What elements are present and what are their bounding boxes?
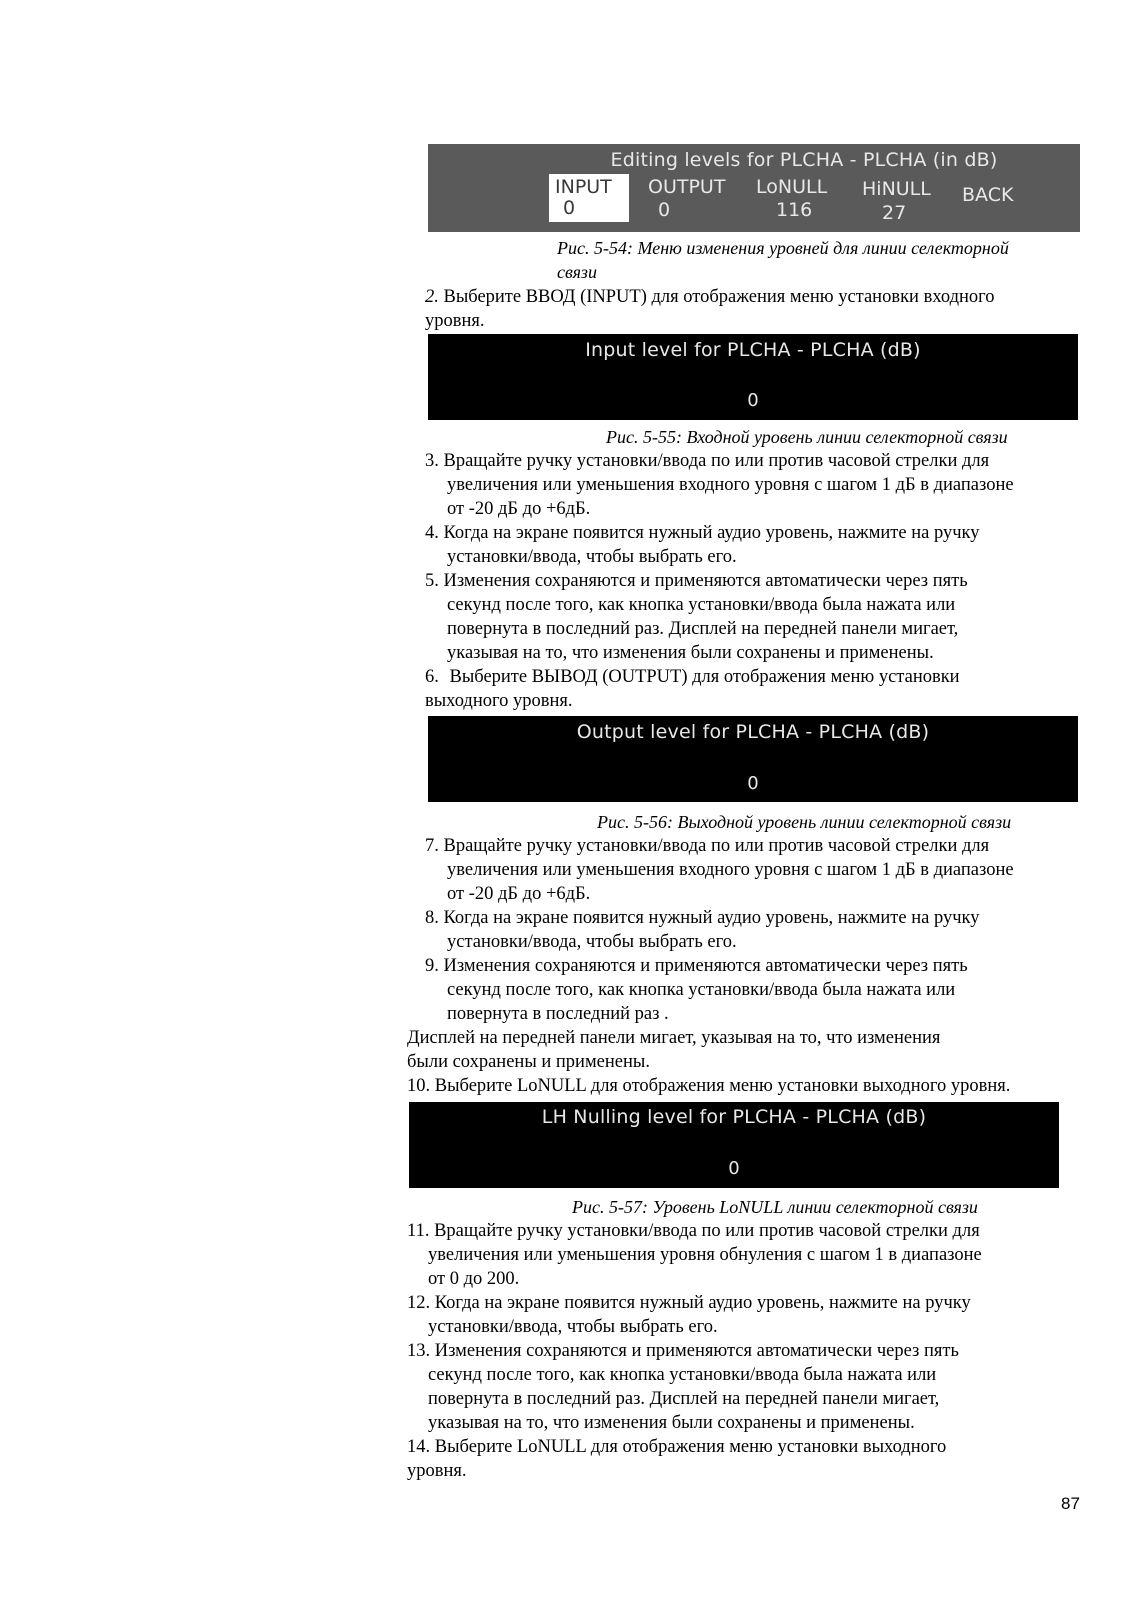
step-text: Вращайте ручку установки/ввода по или против часовой стрелки для (443, 451, 990, 471)
step-text: уровня. (425, 311, 485, 331)
step-text: Вращайте ручку установки/ввода по или против часовой стрелки для (434, 1221, 980, 1241)
step-item (425, 906, 980, 930)
screen-title: Output level for PLCHA - PLCHA (dB) (576, 721, 930, 743)
menu-item-value: 0 (658, 199, 671, 221)
step-text: указывая на то, что изменения были сохранены и применены. (447, 643, 934, 663)
step-text: Выберите ВЫВОД (OUTPUT) для отображения меню установки (449, 667, 960, 687)
step-text: Выберите LoNULL для отображения меню установки выходного (434, 1437, 947, 1457)
step-text: увеличения или уменьшения входного уровня с шагом 1 дБ в диапазоне (447, 860, 1014, 880)
step-item (425, 521, 980, 545)
step-text: Выберите ВВОД (INPUT) для отображения меню установки входного (443, 287, 995, 307)
output-level-screen (428, 716, 1078, 802)
lonull-level-screen (409, 1102, 1059, 1188)
step-text: секунд после того, как кнопка установки/ввода была нажата или (428, 1365, 937, 1385)
step-text: от -20 дБ до +6дБ. (447, 884, 591, 904)
page-number: 87 (1061, 1494, 1080, 1513)
step-number: 14. (407, 1437, 431, 1457)
step-text: повернута в последний раз. Дисплей на передней панели мигает, (447, 619, 959, 639)
step-item (407, 1435, 946, 1459)
step-text: уровня. (407, 1461, 467, 1481)
figure-caption: Рис. 5-54: Меню изменения уровней для линии селекторной (557, 238, 1009, 258)
step-item (407, 1291, 971, 1315)
note-text: Дисплей на передней панели мигает, указывая на то, что изменения (407, 1028, 941, 1048)
edit-levels-menu-title: Editing levels for PLCHA - PLCHA (in dB) (610, 149, 998, 171)
step-text: установки/ввода, чтобы выбрать его. (428, 1317, 718, 1337)
step-text: Вращайте ручку установки/ввода по или против часовой стрелки для (443, 836, 990, 856)
step-item (425, 665, 960, 689)
step-item (425, 834, 989, 858)
figure-caption: связи (557, 262, 597, 282)
step-text: Когда на экране появится нужный аудио уровень, нажмите на ручку (443, 523, 980, 543)
step-text: Когда на экране появится нужный аудио уровень, нажмите на ручку (443, 908, 980, 928)
step-text: установки/ввода, чтобы выбрать его. (447, 547, 737, 567)
menu-item-label: OUTPUT (648, 176, 726, 198)
menu-item-value: 116 (776, 199, 813, 221)
step-item (425, 285, 995, 309)
step-number: 2. (425, 287, 439, 307)
step-number: 11. (407, 1221, 430, 1241)
step-text: Изменения сохраняются и применяются автоматически через пять (443, 956, 968, 976)
step-number: 7. (425, 836, 439, 856)
menu-item-lonull[interactable] (756, 174, 836, 222)
step-text: секунд после того, как кнопка установки/ввода была нажата или (447, 595, 956, 615)
step-text: повернута в последний раз . (447, 1004, 669, 1024)
step-number: 5. (425, 571, 439, 591)
step-number: 6. (425, 667, 439, 687)
menu-item-input[interactable] (549, 174, 629, 222)
step-text: Когда на экране появится нужный аудио уровень, нажмите на ручку (434, 1293, 971, 1313)
menu-item-value: 0 (563, 197, 576, 219)
step-item (425, 954, 968, 978)
menu-item-hinull[interactable] (862, 174, 942, 226)
menu-item-label: LoNULL (756, 176, 828, 198)
menu-item-label: BACK (962, 184, 1014, 206)
step-text: увеличения или уменьшения уровня обнуления с шагом 1 в диапазоне (428, 1245, 982, 1265)
edit-levels-menu-screen (428, 144, 1080, 232)
step-text: увеличения или уменьшения входного уровня с шагом 1 дБ в диапазоне (447, 475, 1014, 495)
step-item (425, 569, 968, 593)
menu-item-back[interactable] (962, 184, 1022, 210)
note-text: были сохранены и применены. (407, 1052, 650, 1072)
figure-caption: Рис. 5-56: Выходной уровень линии селекторной связи (597, 812, 1012, 832)
step-text: выходного уровня. (425, 691, 573, 711)
step-text: Изменения сохраняются и применяются автоматически через пять (443, 571, 968, 591)
step-number: 13. (407, 1341, 431, 1361)
menu-item-label: HiNULL (862, 178, 931, 200)
step-number: 4. (425, 523, 439, 543)
step-item (407, 1219, 980, 1243)
screen-value: 0 (728, 1158, 740, 1179)
figure-caption: Рис. 5-55: Входной уровень линии селекторной связи (606, 427, 1008, 447)
menu-item-output[interactable] (648, 174, 738, 222)
step-text: от -20 дБ до +6дБ. (447, 499, 591, 519)
step-number: 9. (425, 956, 439, 976)
step-item: 10. Выберите LoNULL для отображения меню установки выходного уровня. (407, 1076, 1011, 1096)
screen-title: Input level for PLCHA - PLCHA (dB) (585, 339, 921, 361)
figure-caption: Рис. 5-57: Уровень LoNULL линии селекторной связи (572, 1197, 978, 1217)
step-text: от 0 до 200. (428, 1269, 520, 1289)
menu-item-label: INPUT (555, 176, 612, 198)
screen-title: LH Nulling level for PLCHA - PLCHA (dB) (541, 1106, 927, 1128)
step-number: 3. (425, 451, 439, 471)
step-item (425, 449, 989, 473)
input-level-screen (428, 334, 1078, 420)
step-text: Изменения сохраняются и применяются автоматически через пять (434, 1341, 959, 1361)
step-text: повернута в последний раз. Дисплей на передней панели мигает, (428, 1389, 940, 1409)
step-item (407, 1339, 959, 1363)
menu-item-value: 27 (882, 202, 907, 224)
screen-value: 0 (747, 773, 759, 794)
step-number: 12. (407, 1293, 431, 1313)
step-text: секунд после того, как кнопка установки/ввода была нажата или (447, 980, 956, 1000)
step-text: указывая на то, что изменения были сохранены и применены. (428, 1413, 915, 1433)
screen-value: 0 (747, 390, 759, 411)
step-text: установки/ввода, чтобы выбрать его. (447, 932, 737, 952)
step-number: 8. (425, 908, 439, 928)
